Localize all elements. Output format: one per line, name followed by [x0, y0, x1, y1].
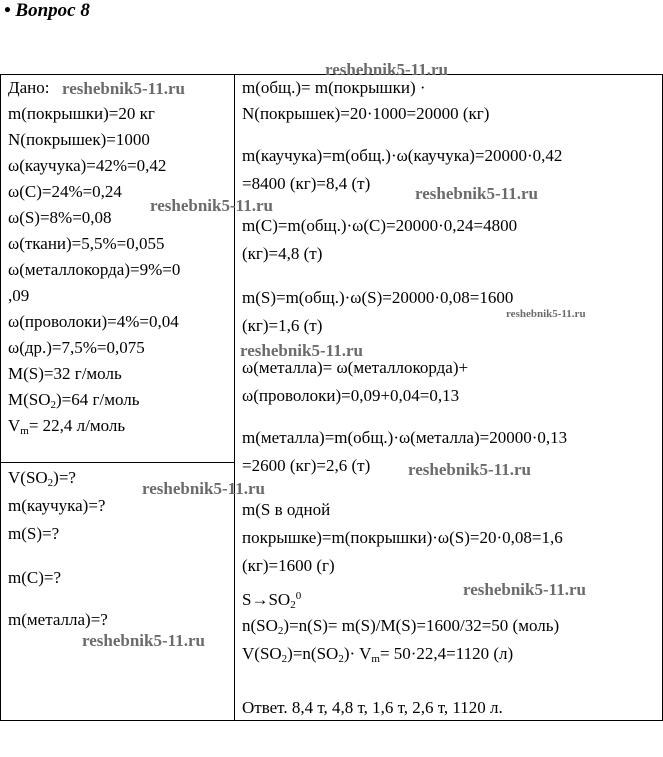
find-line: m(металла)=? [8, 610, 108, 629]
find-line: $V(SO_2)=$? [8, 468, 76, 489]
table-border-left [0, 74, 1, 721]
find-line: m(каучука)=? [8, 496, 106, 515]
watermark: reshebnik5-11.ru [240, 341, 363, 360]
solution-line: (кг)=1600 (г) [242, 556, 335, 575]
given-molar-mass-so2: $M(SO_2)=64$ г/моль [8, 390, 140, 411]
given-line: ω(ткани)=5,5%=0,055 [8, 234, 165, 253]
given-line: ω(металлокорда)=9%=0 [8, 260, 181, 279]
watermark: reshebnik5-11.ru [415, 184, 538, 203]
table-border-bottom [0, 720, 663, 721]
given-find-divider [0, 462, 234, 463]
watermark: reshebnik5-11.ru [325, 60, 448, 79]
solution-line: $V(SO_2)=n(SO_2)\cdot V_m= 50\cdot 22,4=1120$ (л) [242, 644, 514, 665]
solution-line: покрышке)=m(покрышки)·ω(S)=20·0,08=1,6 [242, 528, 563, 547]
solution-line: m(металла)=m(общ.)·ω(металла)=20000·0,13 [242, 428, 568, 447]
given-line: ω(проволоки)=4%=0,04 [8, 312, 179, 331]
watermark: reshebnik5-11.ru [150, 196, 273, 215]
watermark: reshebnik5-11.ru [506, 308, 586, 320]
given-line: ω(каучука)=42%=0,42 [8, 156, 167, 175]
solution-line: m(S в одной [242, 500, 331, 519]
solution-table [0, 74, 663, 721]
answer-line: Ответ. 8,4 т, 4,8 т, 1,6 т, 2,6 т, 1120 л. [242, 698, 503, 717]
given-line: ω(др.)=7,5%=0,075 [8, 338, 145, 357]
solution-line: $n(SO_2)=n(S)= m(S)/M(S)=1600/32=50$ (моль) [242, 616, 560, 637]
question-title: • Вопрос 8 [4, 0, 90, 21]
solution-line: m(общ.)= m(покрышки) · [242, 78, 426, 97]
watermark: reshebnik5-11.ru [62, 79, 185, 98]
solution-line: =8400 (кг)=8,4 (т) [242, 174, 371, 193]
given-molar-volume: $V_m= 22,4$ л/моль [8, 416, 126, 437]
find-line: m(C)=? [8, 568, 62, 587]
column-divider [234, 74, 235, 721]
solution-line: ω(проволоки)=0,09+0,04=0,13 [242, 386, 460, 405]
solution-line: ω(металла)= ω(металлокорда)+ [242, 358, 469, 377]
solution-line: (кг)=4,8 (т) [242, 244, 323, 263]
solution-line: N(покрышек)=20·1000=20000 (кг) [242, 104, 490, 123]
given-line: ω(S)=8%=0,08 [8, 208, 112, 227]
watermark: reshebnik5-11.ru [142, 479, 265, 498]
watermark: reshebnik5-11.ru [463, 580, 586, 599]
solution-line: =2600 (кг)=2,6 (т) [242, 456, 371, 475]
watermark: reshebnik5-11.ru [82, 631, 205, 650]
given-line: m(покрышки)=20 кг [8, 104, 155, 123]
find-line: m(S)=? [8, 524, 60, 543]
given-line: ω(C)=24%=0,24 [8, 182, 122, 201]
watermark: reshebnik5-11.ru [408, 460, 531, 479]
reaction-scheme: $S\to SO_2^0$ [242, 590, 302, 611]
given-header: Дано: [8, 78, 50, 97]
given-line: N(покрышек)=1000 [8, 130, 150, 149]
given-line: ,09 [8, 286, 30, 305]
given-line: M(S)=32 г/моль [8, 364, 122, 383]
solution-line: m(C)=m(общ.)·ω(C)=20000·0,24=4800 [242, 216, 518, 235]
solution-line: m(каучука)=m(общ.)·ω(каучука)=20000·0,42 [242, 146, 563, 165]
solution-line: m(S)=m(общ.)·ω(S)=20000·0,08=1600 [242, 288, 514, 307]
solution-line: (кг)=1,6 (т) [242, 316, 323, 335]
